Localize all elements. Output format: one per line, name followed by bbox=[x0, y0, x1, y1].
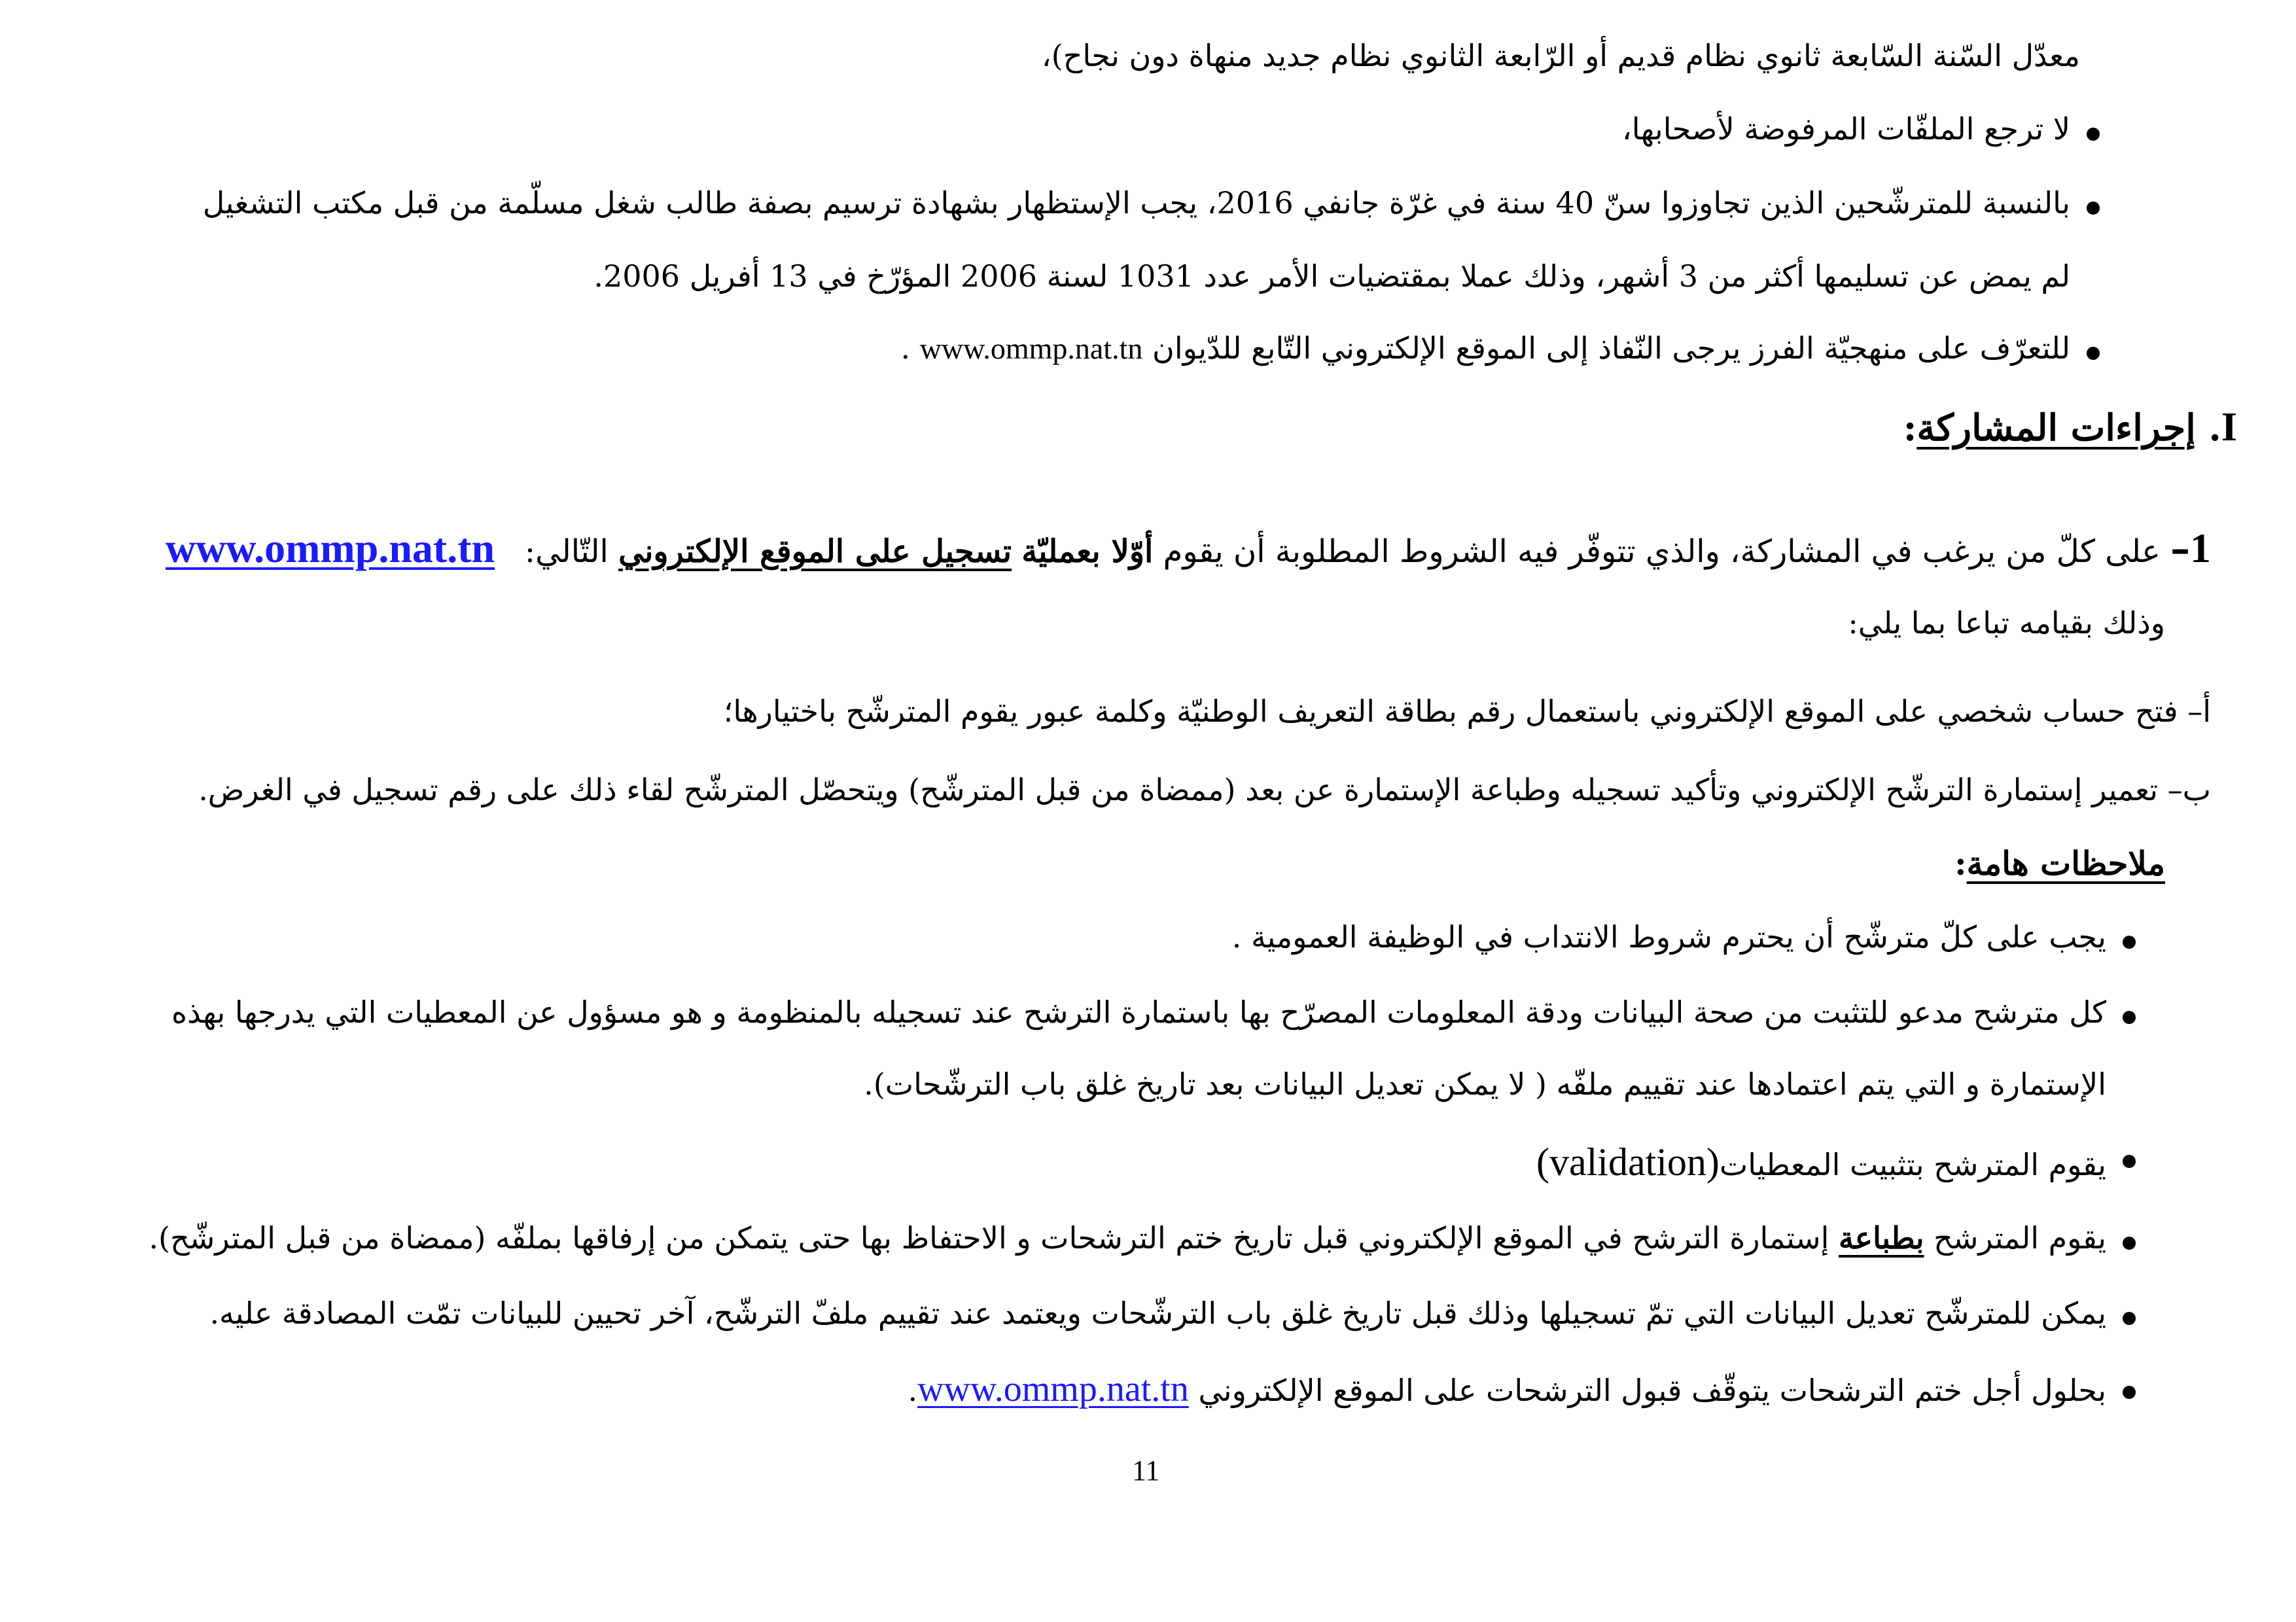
bullet-dot bbox=[2123, 936, 2136, 949]
bullet-dot bbox=[2123, 1155, 2136, 1168]
notes-title: ملاحظات هامة bbox=[1966, 844, 2165, 883]
note-print-form bbox=[149, 1220, 2106, 1256]
section-number: I bbox=[2221, 405, 2237, 450]
note-print-text-b: إستمارة الترشح في الموقع الإلكتروني قبل تاريخ ختم الترشحات و الاحتفاظ بها حتى يتمكن من إرفاقها بملفّه (ممضاة من قبل المترشّح). bbox=[149, 1220, 1829, 1256]
section-title: إجراءات المشاركة bbox=[1916, 406, 2196, 450]
note-verify-data-line2: الإستمارة و التي يتم اعتمادها عند تقييم ملفّه ( لا يمكن تعديل البيانات بعد تاريخ غلق باب الترشّحات). bbox=[864, 1067, 2106, 1102]
note-validation bbox=[1536, 1138, 2106, 1186]
section-heading bbox=[1903, 404, 2237, 451]
bullet-dot bbox=[2123, 1237, 2136, 1250]
step1-line1 bbox=[166, 523, 2211, 574]
note-verify-data-line1: كل مترشح مدعو للتثبت من صحة البيانات ودقة المعلومات المصرّح بها باستمارة الترشح عند تسجيله بالمنظومة و هو مسؤول عن المعطيات التي يدرجها بهذه bbox=[171, 995, 2106, 1030]
note-deadline bbox=[908, 1367, 2106, 1411]
bullet-age-requirement-line2: لم يمض عن تسليمها أكثر من 3 أشهر، وذلك عملا بمقتضيات الأمر عدد 1031 لسنة 2006 المؤرّخ في 13 أفريل 2006. bbox=[593, 258, 2070, 294]
intro-line: معدّل السّنة السّابعة ثانوي نظام قديم أو الرّابعة الثانوي نظام جديد منهاة دون نجاح)، bbox=[1041, 38, 2080, 73]
bullet-dot bbox=[2087, 128, 2100, 141]
bullet-returned-files: لا ترجع الملفّات المرفوضة لأصحابها، bbox=[1621, 111, 2070, 147]
bullet-dot bbox=[2123, 1312, 2136, 1325]
step1-dash: – bbox=[2170, 526, 2190, 572]
step1-text-b: التّالي: bbox=[524, 533, 609, 570]
bullet-age-requirement-line1: بالنسبة للمترشّحين الذين تجاوزوا سنّ 40 سنة في غرّة جانفي 2016، يجب الإستظهار بشهادة ترسيم بصفة طالب شغل مسلّمة من قبل مكتب التشغيل bbox=[202, 185, 2070, 220]
note-validation-term: (validation) bbox=[1536, 1140, 1720, 1184]
step1-number: 1 bbox=[2190, 525, 2211, 571]
bullet-dot bbox=[2123, 1011, 2136, 1024]
notes-colon: : bbox=[1954, 844, 1967, 883]
ommp-site-link[interactable]: www.ommp.nat.tn bbox=[165, 525, 495, 571]
step1-register-site: تسجيل على الموقع الإلكتروني bbox=[618, 533, 1012, 570]
bullet-sorting-method bbox=[900, 330, 2070, 366]
note-print-bold: بطباعة bbox=[1839, 1220, 1924, 1256]
note-respect-conditions: يجب على كلّ مترشّح أن يحترم شروط الانتداب في الوظيفة العمومية . bbox=[1231, 919, 2106, 955]
note-print-text-a: يقوم المترشح bbox=[1934, 1220, 2106, 1256]
page-number: 11 bbox=[1132, 1455, 1160, 1487]
note-deadline-suffix: . bbox=[908, 1373, 918, 1408]
ommp-site-link-footer[interactable]: www.ommp.nat.tn bbox=[917, 1369, 1189, 1409]
section-colon: : bbox=[1903, 406, 1917, 450]
note-deadline-text: بحلول أجل ختم الترشحات يتوقّف قبول الترشحات على الموقع الإلكتروني bbox=[1198, 1373, 2106, 1408]
note-edit-data: يمكن للمترشّح تعديل البيانات التي تمّ تسجيلها وذلك قبل تاريخ غلق باب الترشّحات ويعتمد عند تقييم ملفّ الترشّح، آخر تحيين للبيانات تمّت المصادقة عليه. bbox=[209, 1296, 2106, 1331]
bullet-dot bbox=[2087, 202, 2100, 215]
note-validation-text: يقوم المترشح بتثبيت المعطيات bbox=[1719, 1147, 2106, 1182]
bullet-dot bbox=[2087, 347, 2100, 360]
step1-line2: وذلك بقيامه تباعا بما يلي: bbox=[1848, 605, 2165, 641]
sub-item-b: ب– تعمير إستمارة الترشّح الإلكتروني وتأكيد تسجيله وطباعة الإستمارة عن بعد (ممضاة من قبل المترشّح) ويتحصّل المترشّح لقاء ذلك على رقم تسجيل في الغرض. bbox=[198, 772, 2211, 807]
step1-text-a: على كلّ من يرغب في المشاركة، والذي تتوفّر فيه الشروط المطلوبة أن يقوم bbox=[1163, 533, 2161, 570]
site-url-text: www.ommp.nat.tn bbox=[919, 332, 1143, 365]
notes-heading bbox=[1954, 844, 2165, 883]
section-dot: . bbox=[2208, 406, 2221, 450]
sub-item-a: أ– فتح حساب شخصي على الموقع الإلكتروني باستعمال رقم بطاقة التعريف الوطنيّة وكلمة عبور يقوم المترشّح باختيارها؛ bbox=[723, 694, 2211, 729]
bullet-sorting-text: للتعرّف على منهجيّة الفرز يرجى النّفاذ إلى الموقع الإلكتروني التّابع للدّيوان bbox=[1152, 330, 2070, 366]
bullet-dot bbox=[2123, 1386, 2136, 1399]
step1-bold-a: أوّلا بعمليّة bbox=[1021, 533, 1154, 570]
bullet-suffix: . bbox=[900, 330, 920, 366]
